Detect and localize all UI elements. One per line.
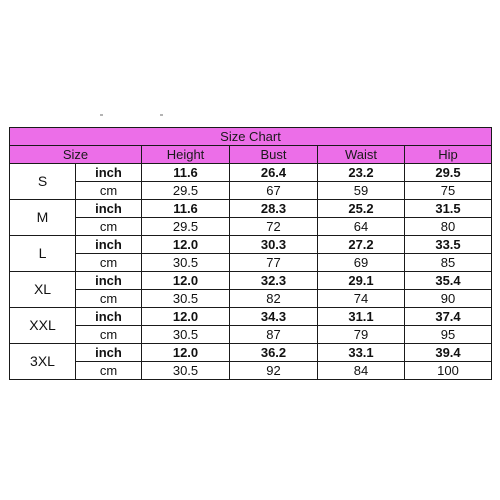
table-row xyxy=(10,272,492,290)
hip-inch-cell: 39.4 xyxy=(405,344,492,362)
table-row xyxy=(10,218,492,236)
height-cm-cell: 30.5 xyxy=(142,326,230,344)
size-label: XL xyxy=(10,272,76,308)
waist-inch-cell: 25.2 xyxy=(318,200,405,218)
chart-title: Size Chart xyxy=(10,128,492,146)
height-cm-cell: 29.5 xyxy=(142,218,230,236)
table-row xyxy=(10,236,492,254)
height-inch-cell: 12.0 xyxy=(142,344,230,362)
hip-cm-cell: 95 xyxy=(405,326,492,344)
bust-cm-cell: 92 xyxy=(230,362,318,380)
hip-cm-cell: 100 xyxy=(405,362,492,380)
scan-artifact xyxy=(100,114,500,120)
size-label: M xyxy=(10,200,76,236)
bust-cm-cell: 67 xyxy=(230,182,318,200)
height-inch-cell: 11.6 xyxy=(142,200,230,218)
bust-inch-cell: 26.4 xyxy=(230,164,318,182)
waist-inch-cell: 23.2 xyxy=(318,164,405,182)
bust-inch-cell: 36.2 xyxy=(230,344,318,362)
column-header-waist: Waist xyxy=(318,146,405,164)
height-cm-cell: 30.5 xyxy=(142,254,230,272)
waist-cm-cell: 64 xyxy=(318,218,405,236)
unit-label-inch: inch xyxy=(76,236,142,254)
hip-cm-cell: 75 xyxy=(405,182,492,200)
column-header-height: Height xyxy=(142,146,230,164)
unit-label-cm: cm xyxy=(76,254,142,272)
table-row xyxy=(10,344,492,362)
bust-inch-cell: 34.3 xyxy=(230,308,318,326)
table-row xyxy=(10,308,492,326)
column-header-hip: Hip xyxy=(405,146,492,164)
hip-inch-cell: 29.5 xyxy=(405,164,492,182)
height-inch-cell: 12.0 xyxy=(142,236,230,254)
unit-label-inch: inch xyxy=(76,200,142,218)
waist-cm-cell: 79 xyxy=(318,326,405,344)
unit-label-cm: cm xyxy=(76,362,142,380)
bust-inch-cell: 30.3 xyxy=(230,236,318,254)
table-row xyxy=(10,200,492,218)
unit-label-inch: inch xyxy=(76,164,142,182)
bust-cm-cell: 82 xyxy=(230,290,318,308)
height-cm-cell: 30.5 xyxy=(142,290,230,308)
hip-inch-cell: 33.5 xyxy=(405,236,492,254)
table-row xyxy=(10,362,492,380)
waist-inch-cell: 29.1 xyxy=(318,272,405,290)
height-inch-cell: 12.0 xyxy=(142,308,230,326)
hip-inch-cell: 31.5 xyxy=(405,200,492,218)
bust-cm-cell: 72 xyxy=(230,218,318,236)
bust-inch-cell: 28.3 xyxy=(230,200,318,218)
hip-inch-cell: 37.4 xyxy=(405,308,492,326)
table-row xyxy=(10,290,492,308)
size-chart-table xyxy=(9,127,492,380)
table-row xyxy=(10,326,492,344)
height-inch-cell: 11.6 xyxy=(142,164,230,182)
hip-inch-cell: 35.4 xyxy=(405,272,492,290)
waist-cm-cell: 69 xyxy=(318,254,405,272)
height-cm-cell: 29.5 xyxy=(142,182,230,200)
waist-inch-cell: 27.2 xyxy=(318,236,405,254)
unit-label-cm: cm xyxy=(76,290,142,308)
size-label: XXL xyxy=(10,308,76,344)
table-row xyxy=(10,182,492,200)
size-label: 3XL xyxy=(10,344,76,380)
bust-cm-cell: 87 xyxy=(230,326,318,344)
unit-label-cm: cm xyxy=(76,326,142,344)
table-row xyxy=(10,164,492,182)
waist-cm-cell: 74 xyxy=(318,290,405,308)
height-cm-cell: 30.5 xyxy=(142,362,230,380)
waist-cm-cell: 84 xyxy=(318,362,405,380)
waist-inch-cell: 31.1 xyxy=(318,308,405,326)
waist-inch-cell: 33.1 xyxy=(318,344,405,362)
unit-label-inch: inch xyxy=(76,272,142,290)
waist-cm-cell: 59 xyxy=(318,182,405,200)
unit-label-cm: cm xyxy=(76,218,142,236)
bust-cm-cell: 77 xyxy=(230,254,318,272)
unit-label-inch: inch xyxy=(76,308,142,326)
hip-cm-cell: 90 xyxy=(405,290,492,308)
table-row xyxy=(10,254,492,272)
column-header-size: Size xyxy=(10,146,142,164)
size-label: S xyxy=(10,164,76,200)
size-label: L xyxy=(10,236,76,272)
unit-label-cm: cm xyxy=(76,182,142,200)
column-header-bust: Bust xyxy=(230,146,318,164)
bust-inch-cell: 32.3 xyxy=(230,272,318,290)
height-inch-cell: 12.0 xyxy=(142,272,230,290)
hip-cm-cell: 85 xyxy=(405,254,492,272)
hip-cm-cell: 80 xyxy=(405,218,492,236)
unit-label-inch: inch xyxy=(76,344,142,362)
